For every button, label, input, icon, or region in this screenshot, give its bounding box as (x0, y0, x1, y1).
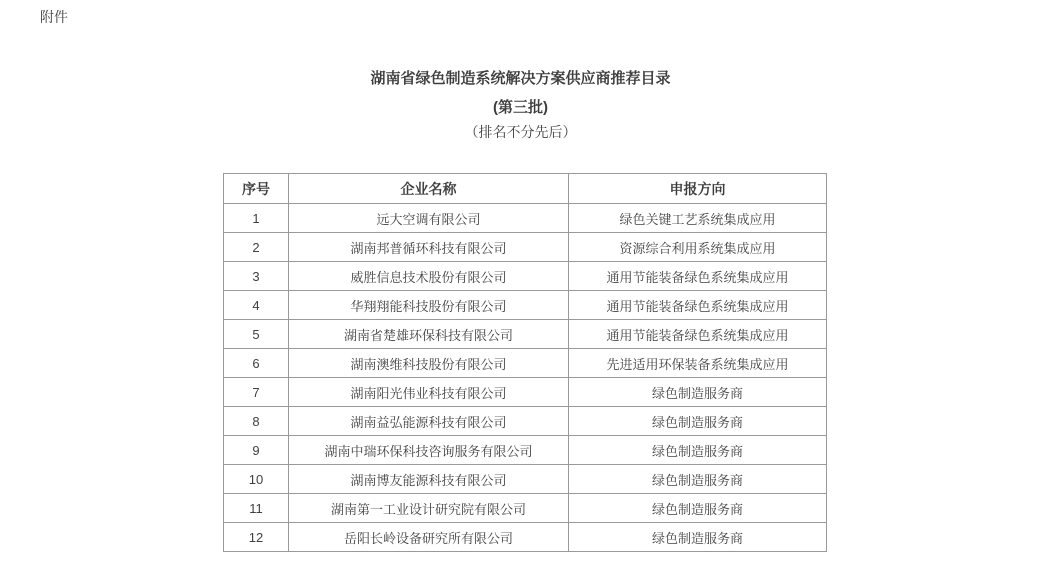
table-header-row (224, 174, 827, 204)
document-ranking-note: （排名不分先后） (464, 124, 577, 140)
table-row (224, 291, 827, 320)
cell-direction: 绿色制造服务商 (569, 523, 827, 552)
cell-company: 湖南澳维科技股份有限公司 (289, 349, 569, 378)
cell-direction: 资源综合利用系统集成应用 (569, 233, 827, 262)
table-row (224, 233, 827, 262)
cell-direction: 绿色制造服务商 (569, 378, 827, 407)
cell-company: 华翔翔能科技股份有限公司 (289, 291, 569, 320)
cell-direction: 绿色制造服务商 (569, 407, 827, 436)
table-row (224, 494, 827, 523)
column-header-direction: 申报方向 (569, 174, 827, 204)
cell-direction: 先进适用环保装备系统集成应用 (569, 349, 827, 378)
cell-company: 湖南益弘能源科技有限公司 (289, 407, 569, 436)
cell-index: 11 (224, 494, 289, 523)
cell-direction: 绿色关键工艺系统集成应用 (569, 204, 827, 233)
cell-company: 湖南第一工业设计研究院有限公司 (289, 494, 569, 523)
cell-company: 湖南省楚雄环保科技有限公司 (289, 320, 569, 349)
column-header-company: 企业名称 (289, 174, 569, 204)
attachment-label: 附件 (40, 9, 68, 25)
cell-company: 湖南邦普循环科技有限公司 (289, 233, 569, 262)
table-row (224, 349, 827, 378)
cell-direction: 通用节能装备绿色系统集成应用 (569, 291, 827, 320)
table-row (224, 204, 827, 233)
cell-company: 岳阳长岭设备研究所有限公司 (289, 523, 569, 552)
cell-index: 4 (224, 291, 289, 320)
cell-index: 8 (224, 407, 289, 436)
table-row (224, 523, 827, 552)
table-row (224, 407, 827, 436)
cell-direction: 通用节能装备绿色系统集成应用 (569, 262, 827, 291)
column-header-index: 序号 (224, 174, 289, 204)
cell-direction: 绿色制造服务商 (569, 465, 827, 494)
table-row (224, 378, 827, 407)
cell-company: 湖南中瑞环保科技咨询服务有限公司 (289, 436, 569, 465)
table-row (224, 465, 827, 494)
cell-direction: 通用节能装备绿色系统集成应用 (569, 320, 827, 349)
cell-company: 湖南阳光伟业科技有限公司 (289, 378, 569, 407)
cell-company: 威胜信息技术股份有限公司 (289, 262, 569, 291)
document-subtitle-batch: (第三批) (493, 99, 548, 116)
cell-index: 6 (224, 349, 289, 378)
cell-index: 9 (224, 436, 289, 465)
table-row (224, 262, 827, 291)
cell-index: 5 (224, 320, 289, 349)
cell-index: 2 (224, 233, 289, 262)
cell-company: 远大空调有限公司 (289, 204, 569, 233)
cell-direction: 绿色制造服务商 (569, 436, 827, 465)
cell-index: 12 (224, 523, 289, 552)
cell-index: 1 (224, 204, 289, 233)
cell-direction: 绿色制造服务商 (569, 494, 827, 523)
table-row (224, 436, 827, 465)
document-title: 湖南省绿色制造系统解决方案供应商推荐目录 (370, 70, 671, 87)
cell-index: 7 (224, 378, 289, 407)
cell-company: 湖南博友能源科技有限公司 (289, 465, 569, 494)
cell-index: 10 (224, 465, 289, 494)
table-row (224, 320, 827, 349)
cell-index: 3 (224, 262, 289, 291)
supplier-directory-table (223, 173, 827, 552)
